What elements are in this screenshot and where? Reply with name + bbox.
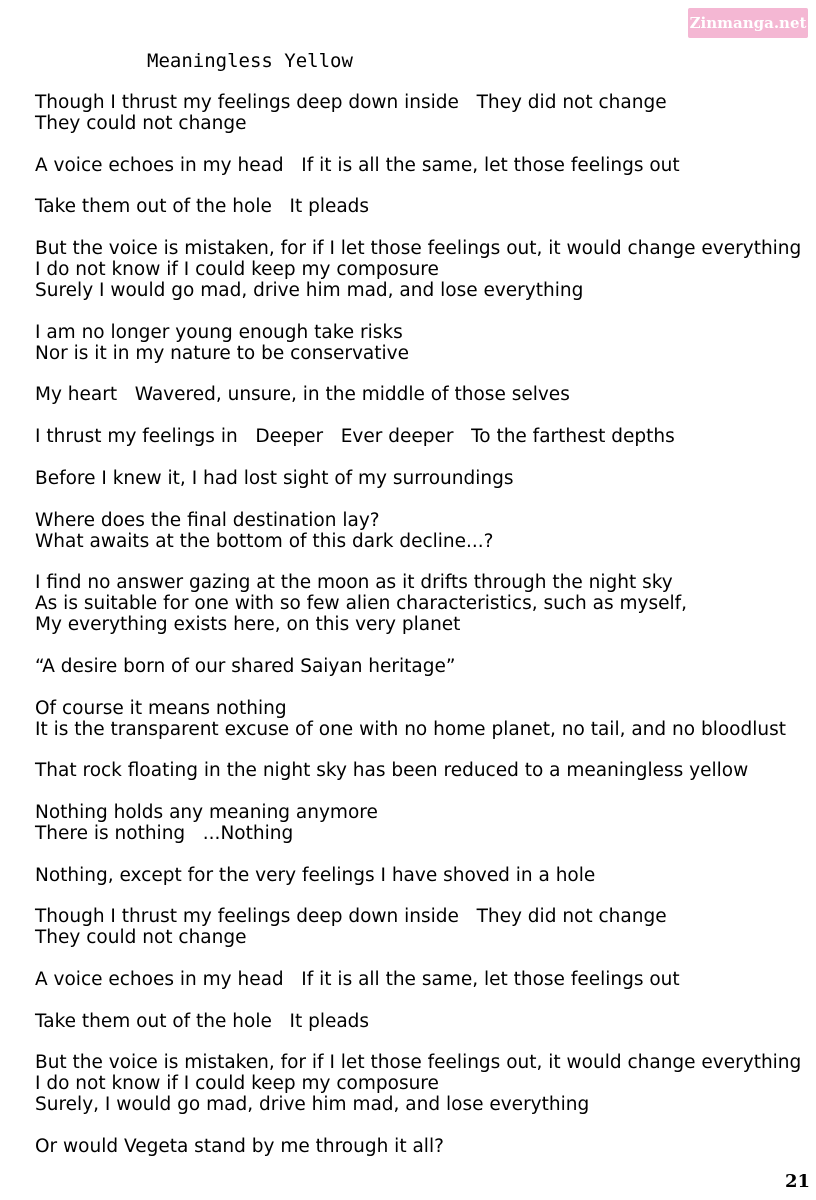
poem-line: I find no answer gazing at the moon as it drifts through the night sky — [35, 572, 673, 594]
stanza — [35, 155, 810, 176]
poem-line: A voice echoes in my head If it is all the same, let those feelings out — [35, 969, 680, 990]
poem-line: As is suitable for one with so few alien characteristics, such as myself, — [35, 593, 688, 615]
stanza — [35, 426, 810, 447]
poem-line: That rock floating in the night sky has been reduced to a meaningless yellow — [35, 760, 749, 782]
stanza — [35, 92, 810, 134]
poem-line: “A desire born of our shared Saiyan heritage” — [35, 655, 456, 677]
page-number: 21 — [784, 1171, 810, 1192]
poem-line: Nor is it in my nature to be conservative — [35, 342, 409, 364]
poem-title: Meaningless Yellow — [147, 50, 353, 72]
poem-line: But the voice is mistaken, for if I let those feelings out, it would change everything — [35, 238, 802, 260]
poem-line: There is nothing ...Nothing — [35, 822, 294, 844]
poem-line: They could not change — [35, 927, 247, 949]
stanza — [35, 760, 810, 781]
stanza — [35, 238, 810, 301]
poem-line: Surely I would go mad, drive him mad, and lose everything — [35, 280, 584, 302]
stanza — [35, 1011, 810, 1032]
poem-line: Surely, I would go mad, drive him mad, and lose everything — [35, 1094, 590, 1116]
poem-line: A voice echoes in my head If it is all the same, let those feelings out — [35, 154, 680, 176]
poem-line: Where does the final destination lay? — [35, 509, 380, 531]
poem-line: Before I knew it, I had lost sight of my surroundings — [35, 467, 514, 489]
watermark-logo: Zinmanga.net — [688, 8, 808, 38]
poem-line: Nothing, except for the very feelings I have shoved in a hole — [35, 864, 596, 886]
stanza — [35, 572, 810, 635]
stanza — [35, 510, 810, 552]
poem-line: What awaits at the bottom of this dark decline...? — [35, 530, 494, 552]
stanza — [35, 1052, 810, 1115]
stanza — [35, 468, 810, 489]
poem-line: Though I thrust my feelings deep down inside They did not change — [35, 906, 667, 928]
poem-line: Though I thrust my feelings deep down inside They did not change — [35, 92, 667, 113]
poem-line: My heart Wavered, unsure, in the middle of those selves — [35, 384, 570, 406]
poem-line: Nothing holds any meaning anymore — [35, 801, 378, 823]
stanza — [35, 906, 810, 948]
stanza — [35, 196, 810, 217]
stanza — [35, 698, 810, 740]
stanza — [35, 322, 810, 364]
poem-line: I do not know if I could keep my composure — [35, 259, 439, 281]
poem-line: Take them out of the hole It pleads — [35, 1010, 370, 1032]
poem-line: They could not change — [35, 113, 247, 134]
poem-line: Of course it means nothing — [35, 697, 287, 719]
stanza — [35, 1136, 810, 1157]
poem-line: But the voice is mistaken, for if I let those feelings out, it would change everything — [35, 1052, 802, 1074]
poem-line: It is the transparent excuse of one with no home planet, no tail, and no bloodlust — [35, 718, 786, 740]
poem-line: Or would Vegeta stand by me through it all? — [35, 1136, 444, 1158]
poem-line: My everything exists here, on this very planet — [35, 614, 461, 636]
poem-body — [35, 92, 810, 1178]
poem-line: Take them out of the hole It pleads — [35, 196, 370, 218]
poem-line: I do not know if I could keep my composure — [35, 1073, 439, 1095]
stanza — [35, 802, 810, 844]
stanza — [35, 384, 810, 405]
stanza — [35, 865, 810, 886]
poem-line: I am no longer young enough take risks — [35, 321, 403, 343]
poem-line: I thrust my feelings in Deeper Ever deeper To the farthest depths — [35, 426, 675, 448]
stanza — [35, 656, 810, 677]
stanza — [35, 969, 810, 990]
